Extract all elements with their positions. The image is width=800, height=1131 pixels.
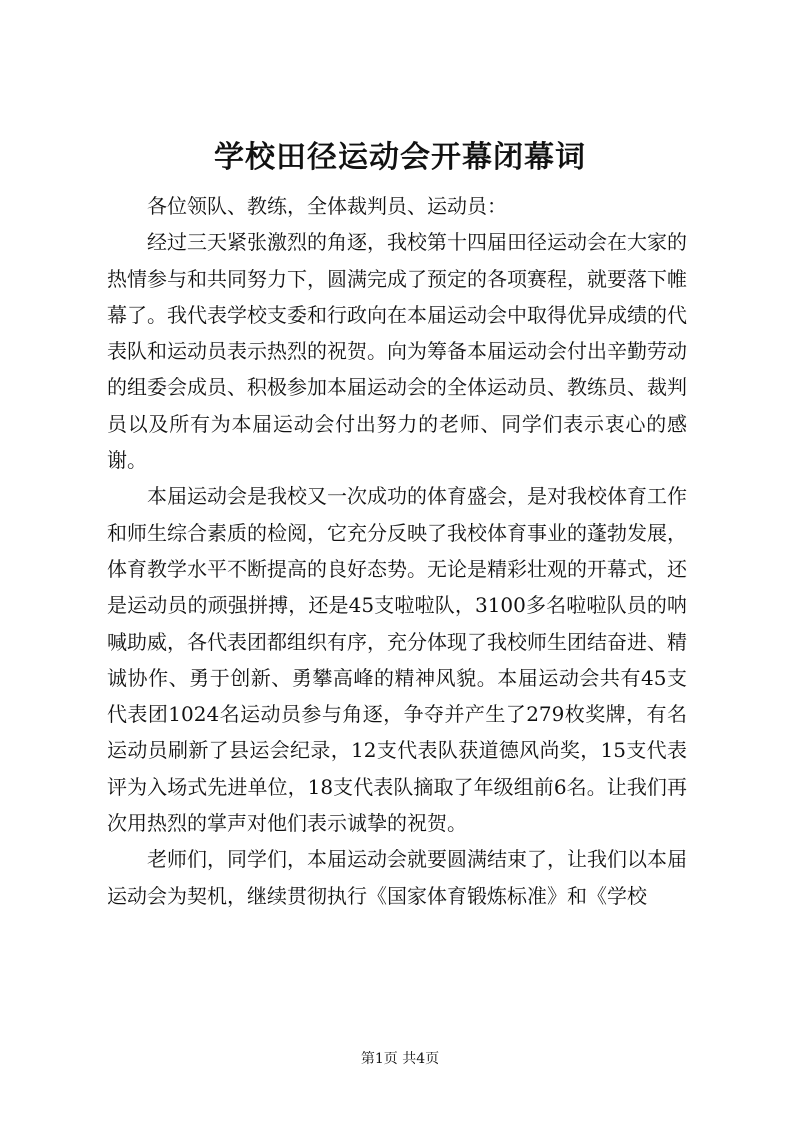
page-footer: 第1页 共4页 <box>360 1051 440 1067</box>
salutation-paragraph: 各位领队、教练，全体裁判员、运动员： <box>147 194 507 218</box>
document-body <box>107 188 687 914</box>
body-paragraph-2: 本届运动会是我校又一次成功的体育盛会，是对我校体育工作和师生综合素质的检阅，它充分反映了我校体育事业的蓬勃发展，体育教学水平不断提高的良好态势。无论是精彩壮观的开幕式，还是运动员的顽强拼搏，还是45支啦啦队，3100多名啦啦队员的呐喊助威，各代表团都组织有序，充分体现了我校师生团结奋进、精诚协作、勇于创新、勇攀高峰的精神风貌。本届运动会共有45支代表团1024名运动员参与角逐，争夺并产生了279枚奖牌，有名运动员刷新了县运会纪录，12支代表队获道德风尚奖，15支代表评为入场式先进单位，18支代表队摘取了年级组前6名。让我们再次用热烈的掌声对他们表示诚挚的祝贺。 <box>107 484 687 836</box>
body-paragraph-3: 老师们，同学们，本届运动会就要圆满结束了，让我们以本届运动会为契机，继续贯彻执行《国家体育锻炼标准》和《学校 <box>107 847 687 908</box>
document-title: 学校田径运动会开幕闭幕词 <box>214 140 586 175</box>
body-paragraph-1: 经过三天紧张激烈的角逐，我校第十四届田径运动会在大家的热情参与和共同努力下，圆满完成了预定的各项赛程，就要落下帷幕了。我代表学校支委和行政向在本届运动会中取得优异成绩的代表队和运动员表示热烈的祝贺。向为筹备本届运动会付出辛勤劳动的组委会成员、积极参加本届运动会的全体运动员、教练员、裁判员以及所有为本届运动会付出努力的老师、同学们表示衷心的感谢。 <box>107 230 687 473</box>
